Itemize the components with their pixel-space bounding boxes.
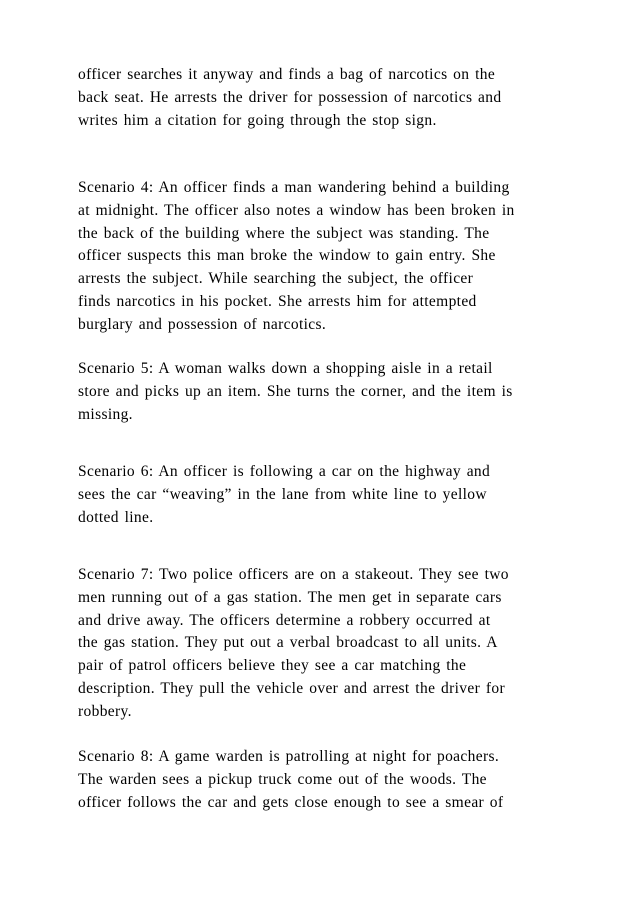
text-line: missing. <box>78 405 133 423</box>
text-line: description. They pull the vehicle over and arrest the driver for <box>78 679 505 697</box>
paragraph-scenario-6 <box>78 461 568 529</box>
paragraph-scenario-8 <box>78 746 568 814</box>
paragraph-scenario-5 <box>78 358 568 426</box>
text-line: Scenario 6: An officer is following a car on the highway and <box>78 463 491 480</box>
text-line: back seat. He arrests the driver for possession of narcotics and <box>78 88 502 106</box>
text-line: officer searches it anyway and finds a bag of narcotics on the <box>78 66 496 83</box>
text-line: the gas station. They put out a verbal broadcast to all units. A <box>78 634 498 652</box>
text-line: Scenario 8: A game warden is patrolling at night for poachers. <box>78 748 500 765</box>
paragraph-continuation <box>78 64 568 132</box>
text-line: dotted line. <box>78 508 154 526</box>
text-line: officer suspects this man broke the window to gain entry. She <box>78 247 496 265</box>
text-line: arrests the subject. While searching the subject, the officer <box>78 270 474 288</box>
text-line: robbery. <box>78 702 132 720</box>
text-line: and drive away. The officers determine a robbery occurred at <box>78 611 491 629</box>
text-line: finds narcotics in his pocket. She arrests him for attempted <box>78 292 477 310</box>
text-line: pair of patrol officers believe they see a car matching the <box>78 657 467 675</box>
text-line: Scenario 7: Two police officers are on a stakeout. They see two <box>78 566 509 583</box>
paragraph-scenario-7 <box>78 564 568 724</box>
text-line: the back of the building where the subject was standing. The <box>78 224 490 242</box>
text-line: officer follows the car and gets close enough to see a smear of <box>78 793 504 811</box>
text-line: burglary and possession of narcotics. <box>78 315 327 333</box>
text-line: store and picks up an item. She turns the corner, and the item is <box>78 382 513 400</box>
text-line: men running out of a gas station. The men get in separate cars <box>78 588 502 606</box>
text-line: Scenario 4: An officer finds a man wandering behind a building <box>78 179 510 196</box>
text-line: writes him a citation for going through the stop sign. <box>78 111 437 129</box>
paragraph-scenario-4 <box>78 177 568 337</box>
text-line: sees the car “weaving” in the lane from white line to yellow <box>78 485 487 503</box>
text-line: The warden sees a pickup truck come out of the woods. The <box>78 770 487 788</box>
text-line: at midnight. The officer also notes a window has been broken in <box>78 201 515 219</box>
text-line: Scenario 5: A woman walks down a shopping aisle in a retail <box>78 360 493 377</box>
